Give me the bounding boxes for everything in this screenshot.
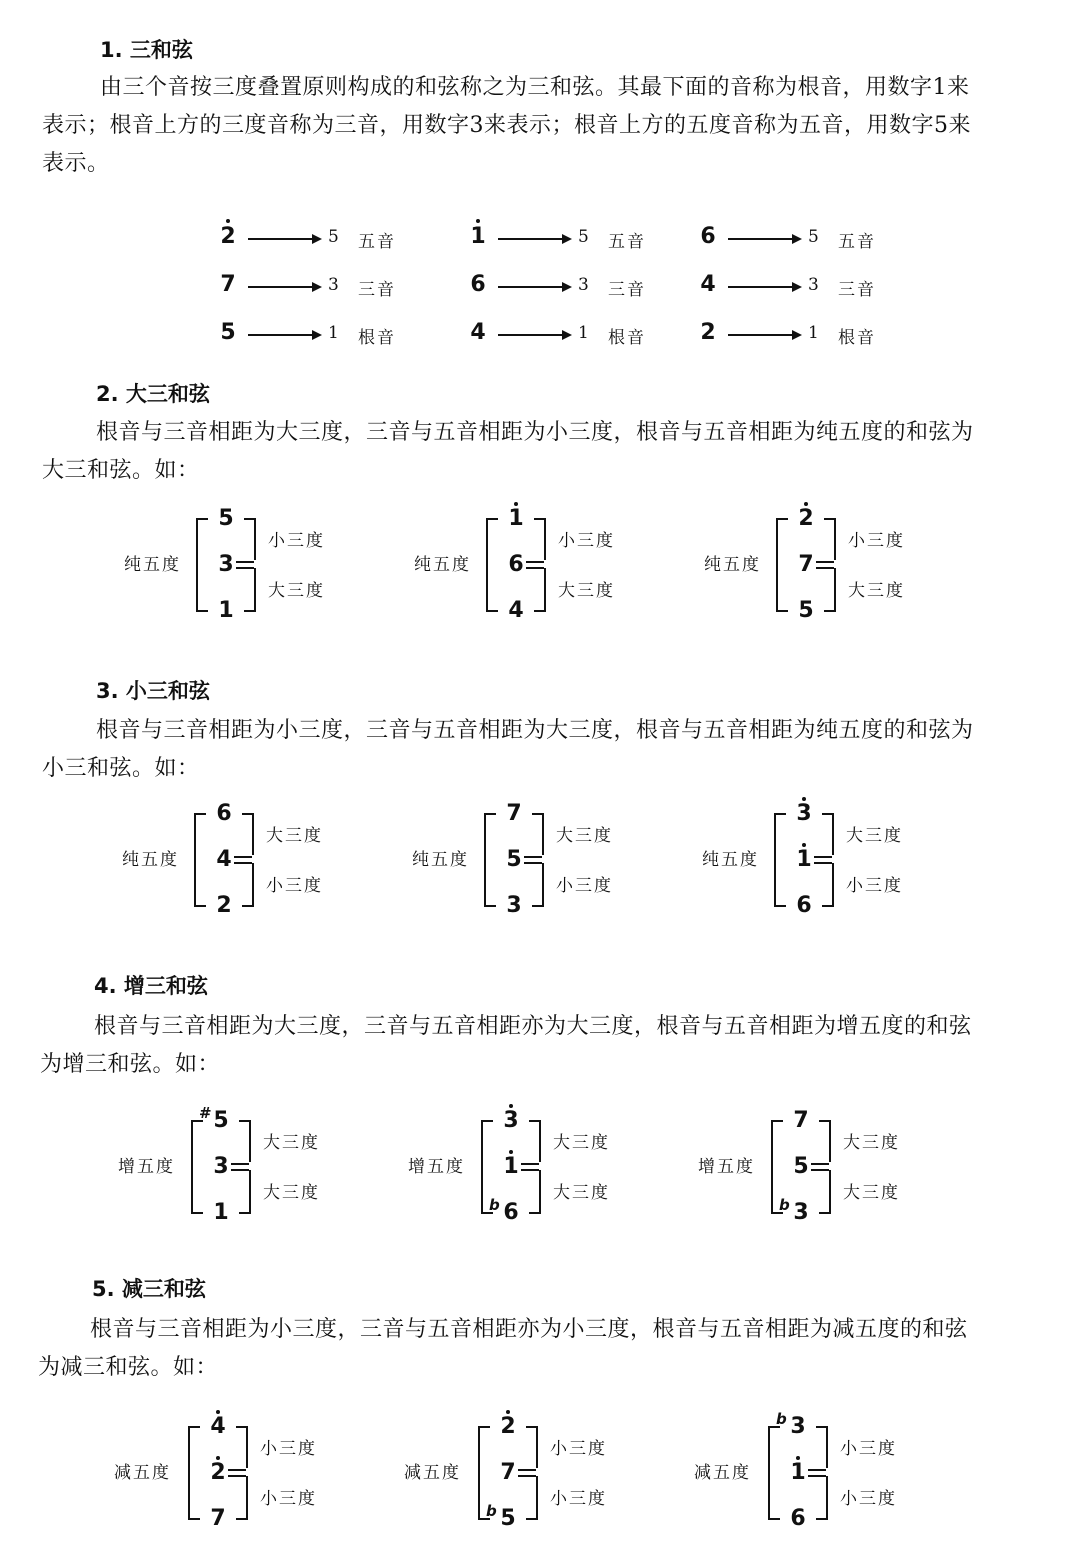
chord-note-mid: 7: [798, 552, 814, 577]
arrow-line: [248, 238, 314, 240]
bracket-left-vertical: [771, 1120, 773, 1212]
arrow-head: [562, 330, 572, 340]
section-heading: 2. 大三和弦: [96, 382, 210, 406]
lower-interval-label: 大三度: [843, 1183, 900, 1203]
middle-tick-a: [524, 856, 542, 858]
bracket-right-upper: [254, 518, 256, 560]
bracket-right-upper: [539, 1120, 541, 1162]
octave-dot: [514, 502, 518, 506]
bracket-right-upper: [832, 813, 834, 855]
bracket-right-lower-cap: [526, 1518, 538, 1520]
upper-interval-label: 大三度: [843, 1133, 900, 1153]
target-number: 5: [808, 227, 819, 247]
bracket-left-bottom: [194, 905, 206, 907]
octave-dot: [802, 797, 806, 801]
bracket-left-bottom: [484, 905, 496, 907]
middle-tick-a: [236, 561, 254, 563]
bracket-right-upper: [834, 518, 836, 560]
octave-dot: [226, 219, 230, 223]
bracket-right-lower: [829, 1170, 831, 1212]
arrow-head: [792, 234, 802, 244]
octave-dot: [216, 1456, 220, 1460]
bracket-right-upper-cap: [532, 813, 544, 815]
bracket-right-upper-cap: [819, 1120, 831, 1122]
chord-note-mid: 1: [790, 1460, 806, 1485]
chord-note-mid: 3: [213, 1154, 229, 1179]
left-interval-label: 增五度: [408, 1157, 465, 1177]
bracket-right-lower: [544, 568, 546, 610]
bracket-right-lower-cap: [819, 1212, 831, 1214]
bracket-right-lower: [539, 1170, 541, 1212]
target-number: 1: [578, 323, 589, 343]
paragraph-line: 根音与三音相距为大三度，三音与五音相距亦为大三度，根音与五音相距为增五度的和弦: [94, 1014, 972, 1039]
middle-tick-b: [811, 1169, 829, 1171]
chord-note-bottom: 6: [790, 1506, 806, 1531]
paragraph-line: 根音与三音相距为小三度，三音与五音相距为大三度，根音与五音相距为纯五度的和弦为: [96, 718, 974, 743]
section-heading: 3. 小三和弦: [96, 679, 210, 703]
section-heading: 4. 增三和弦: [94, 974, 208, 998]
target-label: 根音: [838, 328, 876, 348]
bracket-left-bottom: [774, 905, 786, 907]
bracket-right-lower-cap: [824, 610, 836, 612]
lower-interval-label: 大三度: [558, 581, 615, 601]
upper-interval-label: 小三度: [260, 1439, 317, 1459]
bracket-right-upper-cap: [816, 1426, 828, 1428]
paragraph-line: 表示；根音上方的三度音称为三音，用数字3来表示；根音上方的五度音称为五音，用数字5来: [42, 113, 971, 138]
bracket-right-upper-cap: [822, 813, 834, 815]
left-interval-label: 减五度: [694, 1463, 751, 1483]
paragraph-line: 为减三和弦。如：: [38, 1355, 219, 1380]
source-note: 6: [700, 224, 716, 249]
bracket-right-lower-cap: [822, 905, 834, 907]
bracket-left-bottom: [768, 1518, 780, 1520]
middle-tick-a: [808, 1469, 826, 1471]
source-note: 7: [220, 272, 236, 297]
lower-interval-label: 大三度: [553, 1183, 610, 1203]
bracket-left-vertical: [194, 813, 196, 905]
arrow-head: [792, 330, 802, 340]
chord-note-bottom: 2: [216, 893, 232, 918]
arrow-head: [792, 282, 802, 292]
middle-tick-b: [816, 567, 834, 569]
arrow-line: [248, 334, 314, 336]
source-note: 2: [220, 224, 236, 249]
left-interval-label: 增五度: [118, 1157, 175, 1177]
bracket-left-top: [196, 518, 208, 520]
middle-tick-b: [234, 862, 252, 864]
bracket-right-lower-cap: [532, 905, 544, 907]
source-note: 6: [470, 272, 486, 297]
bracket-left-vertical: [478, 1426, 480, 1518]
section-heading: 1. 三和弦: [100, 38, 193, 62]
bracket-right-upper-cap: [242, 813, 254, 815]
octave-dot: [804, 502, 808, 506]
target-label: 五音: [838, 232, 876, 252]
bracket-left-top: [481, 1120, 493, 1122]
arrow-line: [498, 334, 564, 336]
bracket-right-upper-cap: [529, 1120, 541, 1122]
accidental-mark: #: [199, 1104, 212, 1122]
chord-note-mid: 5: [793, 1154, 809, 1179]
bracket-left-vertical: [484, 813, 486, 905]
lower-interval-label: 小三度: [260, 1489, 317, 1509]
chord-note-bottom: 4: [508, 598, 524, 623]
bracket-right-upper-cap: [526, 1426, 538, 1428]
middle-tick-b: [236, 567, 254, 569]
lower-interval-label: 小三度: [266, 876, 323, 896]
bracket-left-top: [194, 813, 206, 815]
bracket-left-vertical: [486, 518, 488, 610]
middle-tick-a: [526, 561, 544, 563]
bracket-right-upper: [249, 1120, 251, 1162]
left-interval-label: 纯五度: [704, 555, 761, 575]
chord-note-mid: 5: [506, 847, 522, 872]
bracket-right-lower-cap: [534, 610, 546, 612]
bracket-left-bottom: [196, 610, 208, 612]
arrow-head: [312, 330, 322, 340]
bracket-right-upper: [542, 813, 544, 855]
chord-note-bottom: 7: [210, 1506, 226, 1531]
middle-tick-a: [521, 1163, 539, 1165]
chord-note-mid: 2: [210, 1460, 226, 1485]
octave-dot: [506, 1410, 510, 1414]
bracket-right-lower-cap: [236, 1518, 248, 1520]
octave-dot: [802, 843, 806, 847]
chord-note-top: 3: [790, 1414, 806, 1439]
upper-interval-label: 大三度: [266, 826, 323, 846]
bracket-left-top: [774, 813, 786, 815]
bracket-right-upper: [544, 518, 546, 560]
source-note: 2: [700, 320, 716, 345]
octave-dot: [509, 1150, 513, 1154]
arrow-line: [498, 238, 564, 240]
bracket-right-upper-cap: [236, 1426, 248, 1428]
target-number: 3: [808, 275, 819, 295]
bracket-right-upper: [252, 813, 254, 855]
upper-interval-label: 大三度: [846, 826, 903, 846]
arrow-line: [498, 286, 564, 288]
bracket-left-vertical: [774, 813, 776, 905]
bracket-right-lower: [834, 568, 836, 610]
upper-interval-label: 小三度: [558, 531, 615, 551]
lower-interval-label: 大三度: [848, 581, 905, 601]
bracket-left-top: [188, 1426, 200, 1428]
middle-tick-b: [521, 1169, 539, 1171]
target-number: 1: [808, 323, 819, 343]
target-label: 根音: [358, 328, 396, 348]
source-note: 4: [470, 320, 486, 345]
bracket-right-upper: [826, 1426, 828, 1468]
lower-interval-label: 小三度: [840, 1489, 897, 1509]
chord-note-mid: 1: [503, 1154, 519, 1179]
left-interval-label: 增五度: [698, 1157, 755, 1177]
middle-tick-b: [518, 1475, 536, 1477]
bracket-right-lower-cap: [239, 1212, 251, 1214]
chord-note-top: 4: [210, 1414, 226, 1439]
lower-interval-label: 小三度: [556, 876, 613, 896]
middle-tick-b: [808, 1475, 826, 1477]
target-number: 1: [328, 323, 339, 343]
lower-interval-label: 大三度: [263, 1183, 320, 1203]
target-label: 五音: [608, 232, 646, 252]
left-interval-label: 减五度: [404, 1463, 461, 1483]
paragraph-line: 根音与三音相距为小三度，三音与五音相距亦为小三度，根音与五音相距为减五度的和弦: [90, 1317, 968, 1342]
left-interval-label: 纯五度: [412, 850, 469, 870]
paragraph-line: 根音与三音相距为大三度，三音与五音相距为小三度，根音与五音相距为纯五度的和弦为: [96, 420, 974, 445]
bracket-right-lower: [249, 1170, 251, 1212]
middle-tick-b: [228, 1475, 246, 1477]
octave-dot: [216, 1410, 220, 1414]
chord-note-mid: 4: [216, 847, 232, 872]
bracket-left-bottom: [776, 610, 788, 612]
bracket-left-top: [776, 518, 788, 520]
bracket-right-lower: [542, 863, 544, 905]
bracket-right-lower: [826, 1476, 828, 1518]
middle-tick-a: [231, 1163, 249, 1165]
chord-note-top: 6: [216, 801, 232, 826]
lower-interval-label: 小三度: [846, 876, 903, 896]
chord-note-top: 5: [218, 506, 234, 531]
bracket-left-top: [478, 1426, 490, 1428]
upper-interval-label: 小三度: [550, 1439, 607, 1459]
chord-note-top: 7: [793, 1108, 809, 1133]
bracket-right-lower: [246, 1476, 248, 1518]
middle-tick-a: [814, 856, 832, 858]
chord-note-mid: 3: [218, 552, 234, 577]
middle-tick-a: [234, 856, 252, 858]
target-label: 三音: [608, 280, 646, 300]
arrow-line: [728, 286, 794, 288]
bracket-right-upper: [829, 1120, 831, 1162]
bracket-left-vertical: [776, 518, 778, 610]
middle-tick-a: [518, 1469, 536, 1471]
middle-tick-b: [526, 567, 544, 569]
arrow-head: [562, 234, 572, 244]
upper-interval-label: 大三度: [263, 1133, 320, 1153]
upper-interval-label: 小三度: [840, 1439, 897, 1459]
chord-note-mid: 6: [508, 552, 524, 577]
chord-note-mid: 1: [796, 847, 812, 872]
octave-dot: [476, 219, 480, 223]
upper-interval-label: 小三度: [848, 531, 905, 551]
source-note: 5: [220, 320, 236, 345]
left-interval-label: 纯五度: [124, 555, 181, 575]
arrow-line: [248, 286, 314, 288]
chord-note-top: 7: [506, 801, 522, 826]
section-heading: 5. 减三和弦: [92, 1277, 206, 1301]
upper-interval-label: 大三度: [556, 826, 613, 846]
chord-note-bottom: 1: [213, 1200, 229, 1225]
paragraph-line: 表示。: [42, 151, 110, 176]
paragraph-line: 为增三和弦。如：: [40, 1052, 221, 1077]
middle-tick-b: [814, 862, 832, 864]
upper-interval-label: 小三度: [268, 531, 325, 551]
bracket-left-bottom: [188, 1518, 200, 1520]
left-interval-label: 纯五度: [702, 850, 759, 870]
bracket-right-lower-cap: [816, 1518, 828, 1520]
bracket-right-lower: [252, 863, 254, 905]
left-interval-label: 纯五度: [414, 555, 471, 575]
bracket-right-upper-cap: [824, 518, 836, 520]
bracket-right-lower: [536, 1476, 538, 1518]
chord-note-top: 5: [213, 1108, 229, 1133]
chord-note-top: 3: [796, 801, 812, 826]
bracket-left-bottom: [486, 610, 498, 612]
lower-interval-label: 小三度: [550, 1489, 607, 1509]
bracket-left-vertical: [188, 1426, 190, 1518]
arrow-head: [312, 282, 322, 292]
arrow-line: [728, 334, 794, 336]
target-label: 三音: [358, 280, 396, 300]
middle-tick-a: [228, 1469, 246, 1471]
bracket-right-upper: [246, 1426, 248, 1468]
arrow-head: [312, 234, 322, 244]
bracket-right-upper-cap: [244, 518, 256, 520]
paragraph-line: 小三和弦。如：: [42, 756, 200, 781]
accidental-mark: b: [486, 1502, 497, 1520]
octave-dot: [796, 1456, 800, 1460]
paragraph-line: 由三个音按三度叠置原则构成的和弦称之为三和弦。其最下面的音称为根音，用数字1来: [100, 75, 970, 100]
chord-note-top: 2: [798, 506, 814, 531]
chord-note-mid: 7: [500, 1460, 516, 1485]
bracket-right-lower-cap: [242, 905, 254, 907]
left-interval-label: 减五度: [114, 1463, 171, 1483]
target-number: 3: [578, 275, 589, 295]
middle-tick-b: [524, 862, 542, 864]
chord-note-top: 3: [503, 1108, 519, 1133]
chord-note-bottom: 5: [500, 1506, 516, 1531]
bracket-left-vertical: [196, 518, 198, 610]
bracket-left-top: [484, 813, 496, 815]
bracket-right-upper-cap: [239, 1120, 251, 1122]
octave-dot: [509, 1104, 513, 1108]
chord-note-bottom: 6: [796, 893, 812, 918]
lower-interval-label: 大三度: [268, 581, 325, 601]
arrow-line: [728, 238, 794, 240]
bracket-right-lower: [254, 568, 256, 610]
bracket-right-lower-cap: [529, 1212, 541, 1214]
bracket-right-upper-cap: [534, 518, 546, 520]
chord-note-bottom: 1: [218, 598, 234, 623]
bracket-right-lower: [832, 863, 834, 905]
middle-tick-a: [811, 1163, 829, 1165]
bracket-left-vertical: [481, 1120, 483, 1212]
target-number: 3: [328, 275, 339, 295]
bracket-left-vertical: [191, 1120, 193, 1212]
bracket-left-vertical: [768, 1426, 770, 1518]
paragraph-line: 大三和弦。如：: [42, 458, 200, 483]
accidental-mark: b: [776, 1410, 787, 1428]
chord-note-bottom: 6: [503, 1200, 519, 1225]
target-label: 三音: [838, 280, 876, 300]
bracket-right-upper: [536, 1426, 538, 1468]
bracket-right-lower-cap: [244, 610, 256, 612]
upper-interval-label: 大三度: [553, 1133, 610, 1153]
left-interval-label: 纯五度: [122, 850, 179, 870]
middle-tick-a: [816, 561, 834, 563]
target-number: 5: [578, 227, 589, 247]
target-number: 5: [328, 227, 339, 247]
accidental-mark: b: [489, 1196, 500, 1214]
bracket-left-top: [486, 518, 498, 520]
chord-note-top: 2: [500, 1414, 516, 1439]
chord-note-bottom: 5: [798, 598, 814, 623]
accidental-mark: b: [779, 1196, 790, 1214]
source-note: 1: [470, 224, 486, 249]
target-label: 五音: [358, 232, 396, 252]
source-note: 4: [700, 272, 716, 297]
arrow-head: [562, 282, 572, 292]
chord-note-bottom: 3: [793, 1200, 809, 1225]
bracket-left-bottom: [191, 1212, 203, 1214]
middle-tick-b: [231, 1169, 249, 1171]
chord-note-top: 1: [508, 506, 524, 531]
bracket-left-top: [771, 1120, 783, 1122]
chord-note-bottom: 3: [506, 893, 522, 918]
target-label: 根音: [608, 328, 646, 348]
